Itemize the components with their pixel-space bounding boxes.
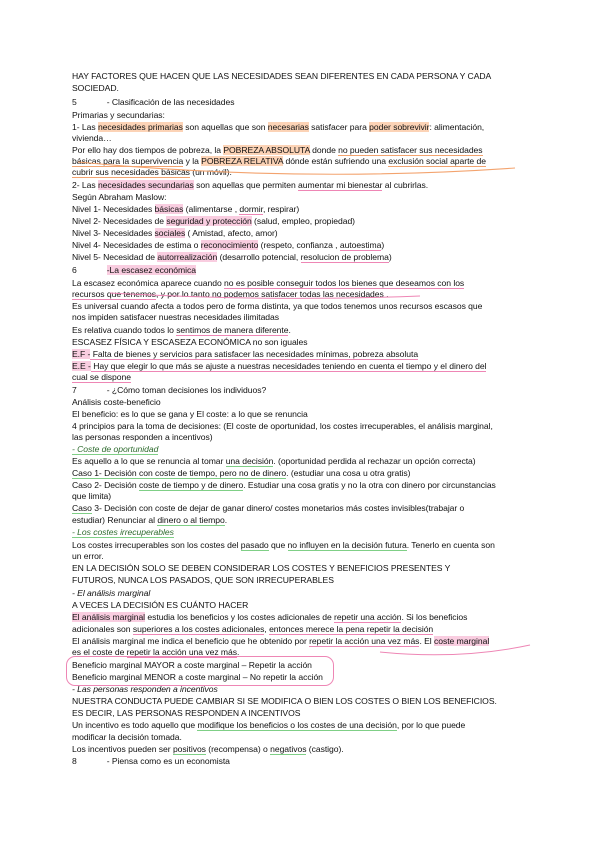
- text-line: [72, 167, 534, 178]
- text-span: , por lo que puede: [396, 720, 466, 730]
- highlight: necesarias: [267, 122, 309, 132]
- maslow-level: [72, 228, 534, 239]
- underline: dinero o al tiempo: [157, 515, 225, 525]
- underline: exclusión social aparte de: [388, 156, 486, 166]
- text-line: [72, 540, 534, 551]
- highlight: E.E -: [72, 361, 91, 371]
- underline: una decisión: [225, 456, 274, 466]
- underline: positivos: [172, 744, 206, 754]
- underline: Hay que elegir lo que más se ajuste a nuestras necesidades teniendo en cuenta el tiempo y el dinero del: [90, 361, 487, 371]
- highlight: sociales: [154, 228, 186, 238]
- highlight: El análisis marginal: [72, 612, 146, 622]
- text-line: [72, 278, 534, 289]
- highlight: poder sobrevivir: [369, 122, 430, 132]
- text-line: [72, 349, 534, 360]
- text-span: El análisis marginal me indica el beneficio que he obtenido por: [72, 636, 310, 646]
- text-span: Caso 2- Decisión: [72, 480, 139, 490]
- highlight: seguridad y protección: [166, 216, 252, 226]
- highlight: autorrealización: [157, 252, 218, 262]
- text-span: ,: [264, 624, 270, 634]
- text-span: Un incentivo es todo aquello que: [72, 720, 198, 730]
- underline: Falta de bienes y servicios para satisfacer las necesidades mínimas, pobreza absoluta: [90, 349, 419, 359]
- underline: negativos: [270, 744, 307, 754]
- text-span: Nivel 5- Necesidad de: [72, 252, 158, 262]
- text-span: Nivel 1- Necesidades: [72, 204, 155, 214]
- underline: no es posible conseguir todos los bienes que deseamos con los: [224, 278, 465, 288]
- underline: superiores a los costes adicionales: [132, 624, 265, 634]
- maslow-level: [72, 252, 534, 263]
- text-line: las personas responden a incentivos): [72, 432, 213, 442]
- text-line: [72, 515, 534, 526]
- section-title: - Clasificación de las necesidades: [106, 97, 235, 107]
- text-span: (respeto, confianza ,: [258, 240, 340, 250]
- text-span: (salud, empleo, propiedad): [251, 216, 355, 226]
- text-line: [72, 145, 534, 156]
- text-span: ( Amistad, afecto, amor): [185, 228, 278, 238]
- underline: no influyen en la decisión futura: [287, 540, 407, 550]
- text-line: vivienda…: [72, 133, 112, 143]
- text-span: .: [288, 325, 291, 335]
- text-line: [72, 744, 534, 755]
- text-span: y la: [183, 156, 202, 166]
- section-heading: [72, 756, 534, 767]
- section-title: -La escasez económica: [106, 265, 196, 275]
- maslow-level: [72, 216, 534, 227]
- text-line: EN LA DECISIÓN SOLO SE DEBEN CONSIDERAR LOS COSTES Y BENEFICIOS PRESENTES Y: [72, 563, 451, 573]
- subsection-title: [72, 527, 534, 538]
- text-line: ES DECIR, LAS PERSONAS RESPONDEN A INCENTIVOS: [72, 708, 301, 718]
- underline: autoestima: [339, 240, 382, 250]
- text-line: Es universal cuando afecta a todos pero de forma distinta, ya que todos tenemos unos recursos escasos que: [72, 301, 483, 311]
- highlight: necesidades secundarias: [97, 180, 194, 190]
- text-line: [72, 456, 534, 467]
- text-span: Nivel 3- Necesidades: [72, 228, 155, 238]
- underline: entonces merece la pena repetir la decisión: [269, 624, 434, 634]
- text-line: SOCIEDAD.: [72, 83, 119, 93]
- underline: cual se dispone: [72, 372, 131, 382]
- text-line: [72, 612, 534, 623]
- text-span: ): [381, 240, 385, 250]
- subsection-title: - Las personas responden a incentivos: [72, 684, 218, 694]
- highlight: E.F -: [72, 349, 91, 359]
- text-span: Por ello hay dos tiempos de pobreza, la: [72, 145, 224, 155]
- text-line: ESCASEZ FÍSICA Y ESCASEZA ECONÓMICA no son iguales: [72, 337, 308, 347]
- text-span: : alimentación,: [429, 122, 485, 132]
- underline: cubrir sus necesidades básicas: [72, 167, 190, 177]
- text-span: .: [237, 647, 240, 657]
- text-span: (castigo).: [306, 744, 344, 754]
- text-line: Según Abraham Maslow:: [72, 192, 167, 202]
- text-line: nos impiden satisfacer nuestras necesidades ilimitadas: [72, 312, 279, 322]
- text-line: [72, 325, 534, 336]
- text-span: . Tenerlo en cuenta son: [406, 540, 495, 550]
- text-span: La escasez económica aparece cuando: [72, 278, 225, 288]
- underline: básicas para la supervivencia: [72, 156, 184, 166]
- underline: no pueden satisfacer sus necesidades: [338, 145, 483, 155]
- maslow-level: [72, 240, 534, 251]
- underline: repetir la acción una vez más: [126, 647, 237, 657]
- underline: sentimos de manera diferente: [176, 325, 289, 335]
- text-span: , y por lo tanto no podemos satisfacer todas las necesidades .: [156, 289, 389, 299]
- text-span: (recompensa) o: [205, 744, 271, 754]
- text-span: dónde están sufriendo una: [283, 156, 389, 166]
- text-span: . El: [419, 636, 434, 646]
- underline: recursos que tenemos: [72, 289, 157, 299]
- text-line: HAY FACTORES QUE HACEN QUE LAS NECESIDADES SEAN DIFERENTES EN CADA PERSONA Y CADA: [72, 71, 492, 81]
- text-span: que: [268, 540, 288, 550]
- text-span: . Estudiar una cosa gratis y no la otra con dinero por circunstancias: [243, 480, 496, 490]
- text-span: . Si los beneficios: [401, 612, 468, 622]
- underline: modifique los beneficios o los costes de una decisión: [197, 720, 397, 730]
- section-number: 7: [72, 385, 77, 395]
- text-line: NUESTRA CONDUCTA PUEDE CAMBIAR SI SE MODIFICA O BIEN LOS COSTES O BIEN LOS BENEFICIOS.: [72, 696, 497, 706]
- underline: resolucion de problema: [300, 252, 389, 262]
- section-number: 6: [72, 265, 77, 275]
- section-title: - ¿Cómo toman decisiones los individuos?: [106, 385, 267, 395]
- underline: pasado: [240, 540, 269, 550]
- text-span: estudiar) Renunciar al: [72, 515, 158, 525]
- text-line: A VECES LA DECISIÓN ES CUÁNTO HACER: [72, 600, 249, 610]
- text-line: que limita): [72, 491, 112, 501]
- text-line: [72, 289, 534, 300]
- maslow-level: [72, 204, 534, 215]
- underline: Caso: [72, 503, 92, 513]
- text-line: [72, 468, 534, 479]
- rule-line: Beneficio marginal MAYOR a coste marginal – Repetir la acción: [72, 660, 312, 670]
- underline: Caso 1- Decisión con coste de tiempo, pero no de dinero: [72, 468, 287, 478]
- green-heading: - Coste de oportunidad: [72, 444, 159, 454]
- text-span: donde: [309, 145, 339, 155]
- text-span: son aquellas que son: [182, 122, 268, 132]
- section-title: - Piensa como es un economista: [106, 756, 230, 766]
- highlight: POBREZA RELATIVA: [201, 156, 284, 166]
- subsection-title: [72, 444, 534, 455]
- text-line: [72, 372, 534, 383]
- text-span: (desarrollo potencial,: [217, 252, 301, 262]
- text-span: .: [224, 515, 228, 525]
- text-span: al cubrirlas.: [382, 180, 429, 190]
- highlight: básicas: [154, 204, 184, 214]
- text-span: adicionales son: [72, 624, 133, 634]
- text-span: ): [388, 252, 392, 262]
- text-span: (alimentarse ,: [183, 204, 240, 214]
- text-span: . (oportunidad perdida al rechazar un opción correcta): [273, 456, 476, 466]
- text-span: satisfacer para: [308, 122, 370, 132]
- text-line: [72, 624, 534, 635]
- text-line: [72, 480, 534, 491]
- text-span: Nivel 2- Necesidades de: [72, 216, 167, 226]
- underline: dormir: [239, 204, 263, 214]
- underline: repetir la acción una vez más: [309, 636, 420, 646]
- text-span: son aquellas que permiten: [193, 180, 299, 190]
- highlight: coste marginal: [434, 636, 490, 646]
- text-span: es el coste de: [72, 647, 127, 657]
- highlight: necesidades primarias: [97, 122, 183, 132]
- section-heading: [72, 97, 534, 108]
- text-span: 2- Las: [72, 180, 98, 190]
- text-span: Los costes irrecuperables son los costes del: [72, 540, 241, 550]
- text-line: [72, 503, 534, 514]
- underline: repetir una acción: [334, 612, 402, 622]
- highlight: POBREZA ABSOLUTA: [223, 145, 310, 155]
- text-line: [72, 636, 534, 647]
- green-heading: - Los costes irrecuperables: [72, 527, 174, 537]
- underline: aumentar mi bienestar: [298, 180, 383, 190]
- text-line: [72, 361, 534, 372]
- text-span: Es aquello a lo que se renuncia al tomar: [72, 456, 226, 466]
- text-span: 1- Las: [72, 122, 98, 132]
- text-line: [72, 180, 534, 191]
- subsection-title: - El análisis marginal: [72, 588, 151, 598]
- section-number: 5: [72, 97, 77, 107]
- text-line: un error.: [72, 551, 104, 561]
- text-span: (un móvil).: [189, 167, 232, 177]
- highlight: reconocimiento: [200, 240, 259, 250]
- text-line: El beneficio: es lo que se gana y El coste: a lo que se renuncia: [72, 409, 308, 419]
- text-line: [72, 122, 534, 133]
- rule-line: Beneficio marginal MENOR a coste marginal – No repetir la acción: [72, 672, 323, 682]
- text-line: modificar la decisión tomada.: [72, 732, 182, 742]
- text-span: Los incentivos pueden ser: [72, 744, 173, 754]
- underline: coste de tiempo y de dinero: [138, 480, 244, 490]
- text-line: FUTUROS, NUNCA LOS PASADOS, QUE SON IRRECUPERABLES: [72, 575, 334, 585]
- section-heading: [72, 265, 534, 276]
- text-line: Análisis coste-beneficio: [72, 397, 161, 407]
- text-line: 4 principios para la toma de decisiones: (El coste de oportunidad, los costes irrecuperables, el análisis marginal,: [72, 421, 493, 431]
- text-line: [72, 720, 534, 731]
- section-heading: [72, 385, 534, 396]
- section-number: 8: [72, 756, 77, 766]
- text-line: [72, 156, 534, 167]
- text-span: estudia los beneficios y los costes adicionales de: [145, 612, 335, 622]
- text-line: Primarias y secundarias:: [72, 110, 165, 120]
- text-span: Nivel 4- Necesidades de estima o: [72, 240, 201, 250]
- text-span: Es relativa cuando todos lo: [72, 325, 177, 335]
- text-span: 3- Decisión con coste de dejar de ganar dinero/ costes monetarios más costes invisibles(trabajar o: [91, 503, 465, 513]
- text-span: , respirar): [262, 204, 300, 214]
- text-span: . (estudiar una cosa u otra gratis): [286, 468, 411, 478]
